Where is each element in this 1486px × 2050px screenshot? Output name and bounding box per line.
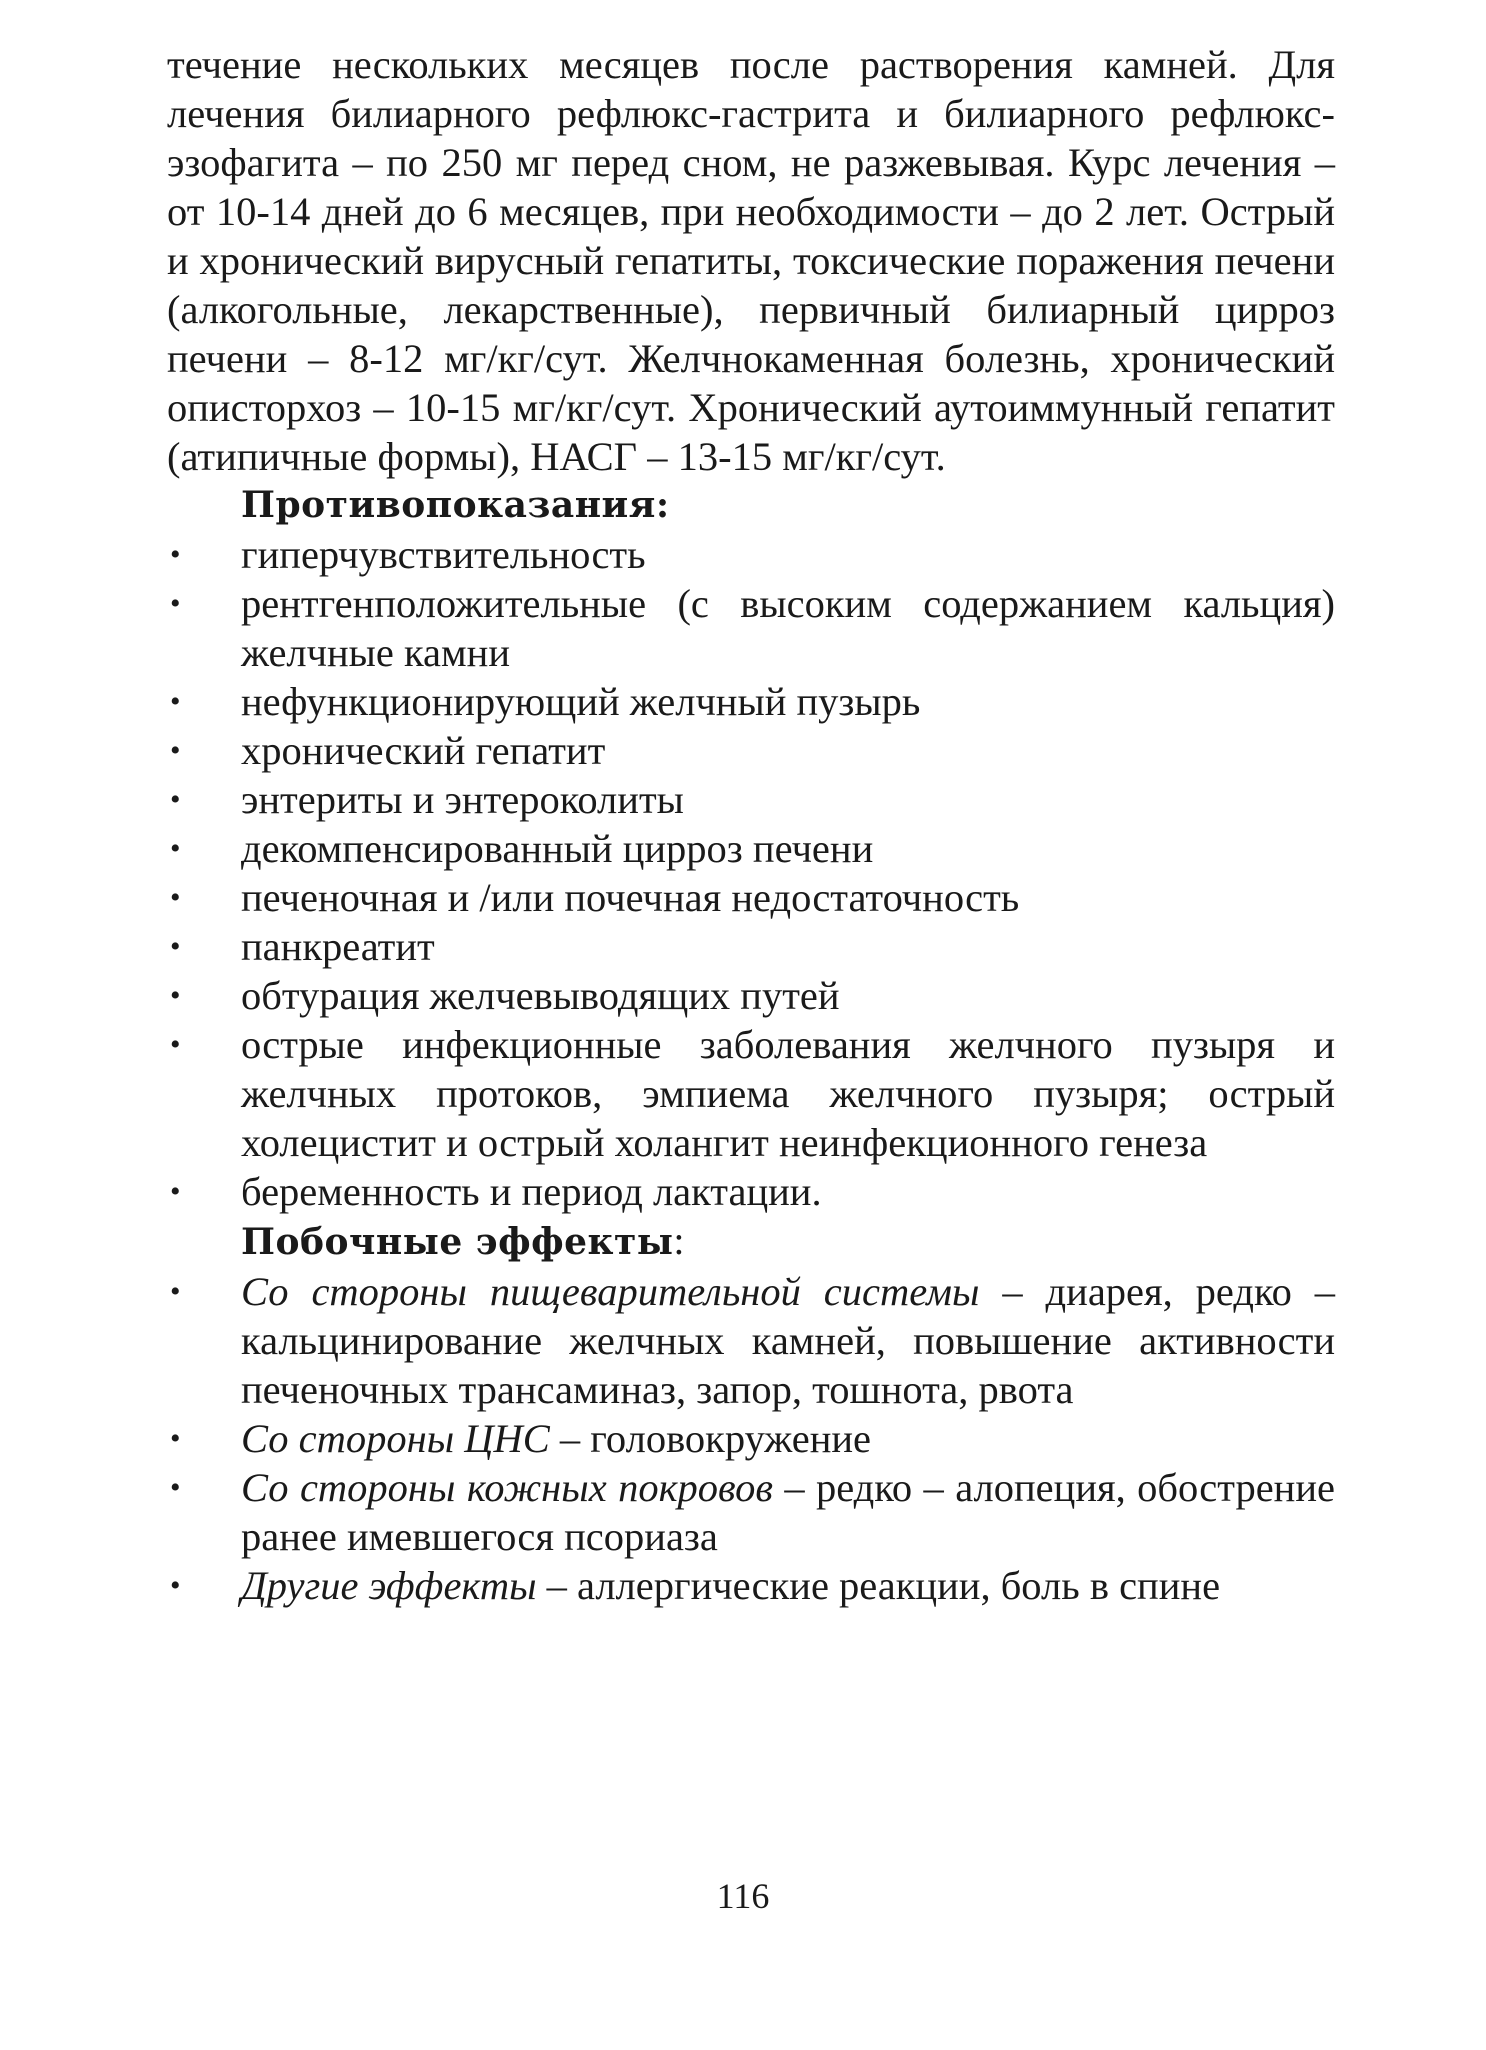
bullet-icon: • <box>170 1275 181 1308</box>
bullet-icon: • <box>170 1422 181 1455</box>
list-item-text: энтериты и энтероколиты <box>241 777 684 822</box>
list-item <box>167 1167 1335 1216</box>
side-effects-colon: : <box>673 1218 686 1263</box>
side-effects-title: Побочные эффекты <box>241 1221 674 1263</box>
bullet-icon: • <box>170 587 181 620</box>
bullet-icon: • <box>170 538 181 571</box>
side-effect-category: Со стороны ЦНС <box>241 1416 550 1461</box>
list-item <box>167 677 1335 726</box>
side-effect-text: – диарея, редко – кальцинирование желчных камней, повышение активности печеночных трансаминаз, запор, тошнота, рвота <box>241 1269 1336 1412</box>
list-item <box>167 1020 1335 1167</box>
list-item-text: обтурация желчевыводящих путей <box>241 973 840 1018</box>
side-effect-category: Со стороны пищеварительной системы <box>241 1269 980 1314</box>
list-item-text: хронический гепатит <box>241 728 606 773</box>
bullet-icon: • <box>170 734 181 767</box>
side-effect-category: Со стороны кожных покровов <box>241 1465 773 1510</box>
list-item <box>167 1267 1335 1414</box>
bullet-icon: • <box>170 930 181 963</box>
bullet-icon: • <box>170 1028 181 1061</box>
side-effect-text: – аллергические реакции, боль в спине <box>536 1563 1221 1608</box>
bullet-icon: • <box>170 783 181 816</box>
list-item <box>167 1414 1335 1463</box>
list-item <box>167 824 1335 873</box>
list-item <box>167 579 1335 677</box>
page-number: 116 <box>716 1876 770 1916</box>
page-content <box>167 40 1335 1610</box>
list-item <box>167 971 1335 1020</box>
side-effects-heading <box>167 1216 1335 1267</box>
list-item-text: нефункционирующий желчный пузырь <box>241 679 921 724</box>
list-item <box>167 922 1335 971</box>
contraindications-heading <box>167 481 1335 530</box>
bullet-icon: • <box>170 1175 181 1208</box>
list-item <box>167 1561 1335 1610</box>
bullet-icon: • <box>170 881 181 914</box>
side-effect-text: – редко – алопеция, обострение ранее имевшегося псориаза <box>241 1465 1336 1559</box>
bullet-icon: • <box>170 1569 181 1602</box>
side-effect-category: Другие эффекты <box>241 1563 537 1608</box>
bullet-icon: • <box>170 832 181 865</box>
bullet-icon: • <box>170 979 181 1012</box>
contraindications-list <box>167 530 1335 1216</box>
bullet-icon: • <box>170 1471 181 1504</box>
list-item-text: декомпенсированный цирроз печени <box>241 826 874 871</box>
bullet-icon: • <box>170 685 181 718</box>
list-item <box>167 1463 1335 1561</box>
list-item <box>167 530 1335 579</box>
contraindications-title: Противопоказания: <box>241 484 670 526</box>
list-item <box>167 873 1335 922</box>
list-item-text: беременность и период лактации. <box>241 1169 822 1214</box>
list-item <box>167 726 1335 775</box>
list-item-text: острые инфекционные заболевания желчного пузыря и желчных протоков, эмпиема желчного пузыря; острый холецистит и острый холангит неинфекционного генеза <box>241 1022 1335 1165</box>
side-effect-text: – головокружение <box>549 1416 872 1461</box>
list-item-text: панкреатит <box>241 924 435 969</box>
list-item-text: гиперчувствительность <box>241 532 646 577</box>
list-item-text: рентгенположительные (с высоким содержанием кальция) желчные камни <box>241 581 1335 675</box>
list-item-text: печеночная и /или почечная недостаточность <box>241 875 1020 920</box>
side-effects-list <box>167 1267 1335 1610</box>
list-item <box>167 775 1335 824</box>
intro-paragraph: течение нескольких месяцев после растворения камней. Для лечения билиарного рефлюкс-гастрита и билиарного рефлюкс-эзофагита – по 250 мг перед сном, не разжевывая. Курс лечения – от 10-14 дней до 6 месяцев, при необходимости – до 2 лет. Острый и хронический вирусный гепатиты, токсические поражения печени (алкогольные, лекарственные), первичный билиарный цирроз печени – 8-12 мг/кг/сут. Желчнокаменная болезнь, хронический описторхоз – 10-15 мг/кг/сут. Хронический аутоиммунный гепатит (атипичные формы), НАСГ – 13-15 мг/кг/сут. <box>167 42 1335 479</box>
